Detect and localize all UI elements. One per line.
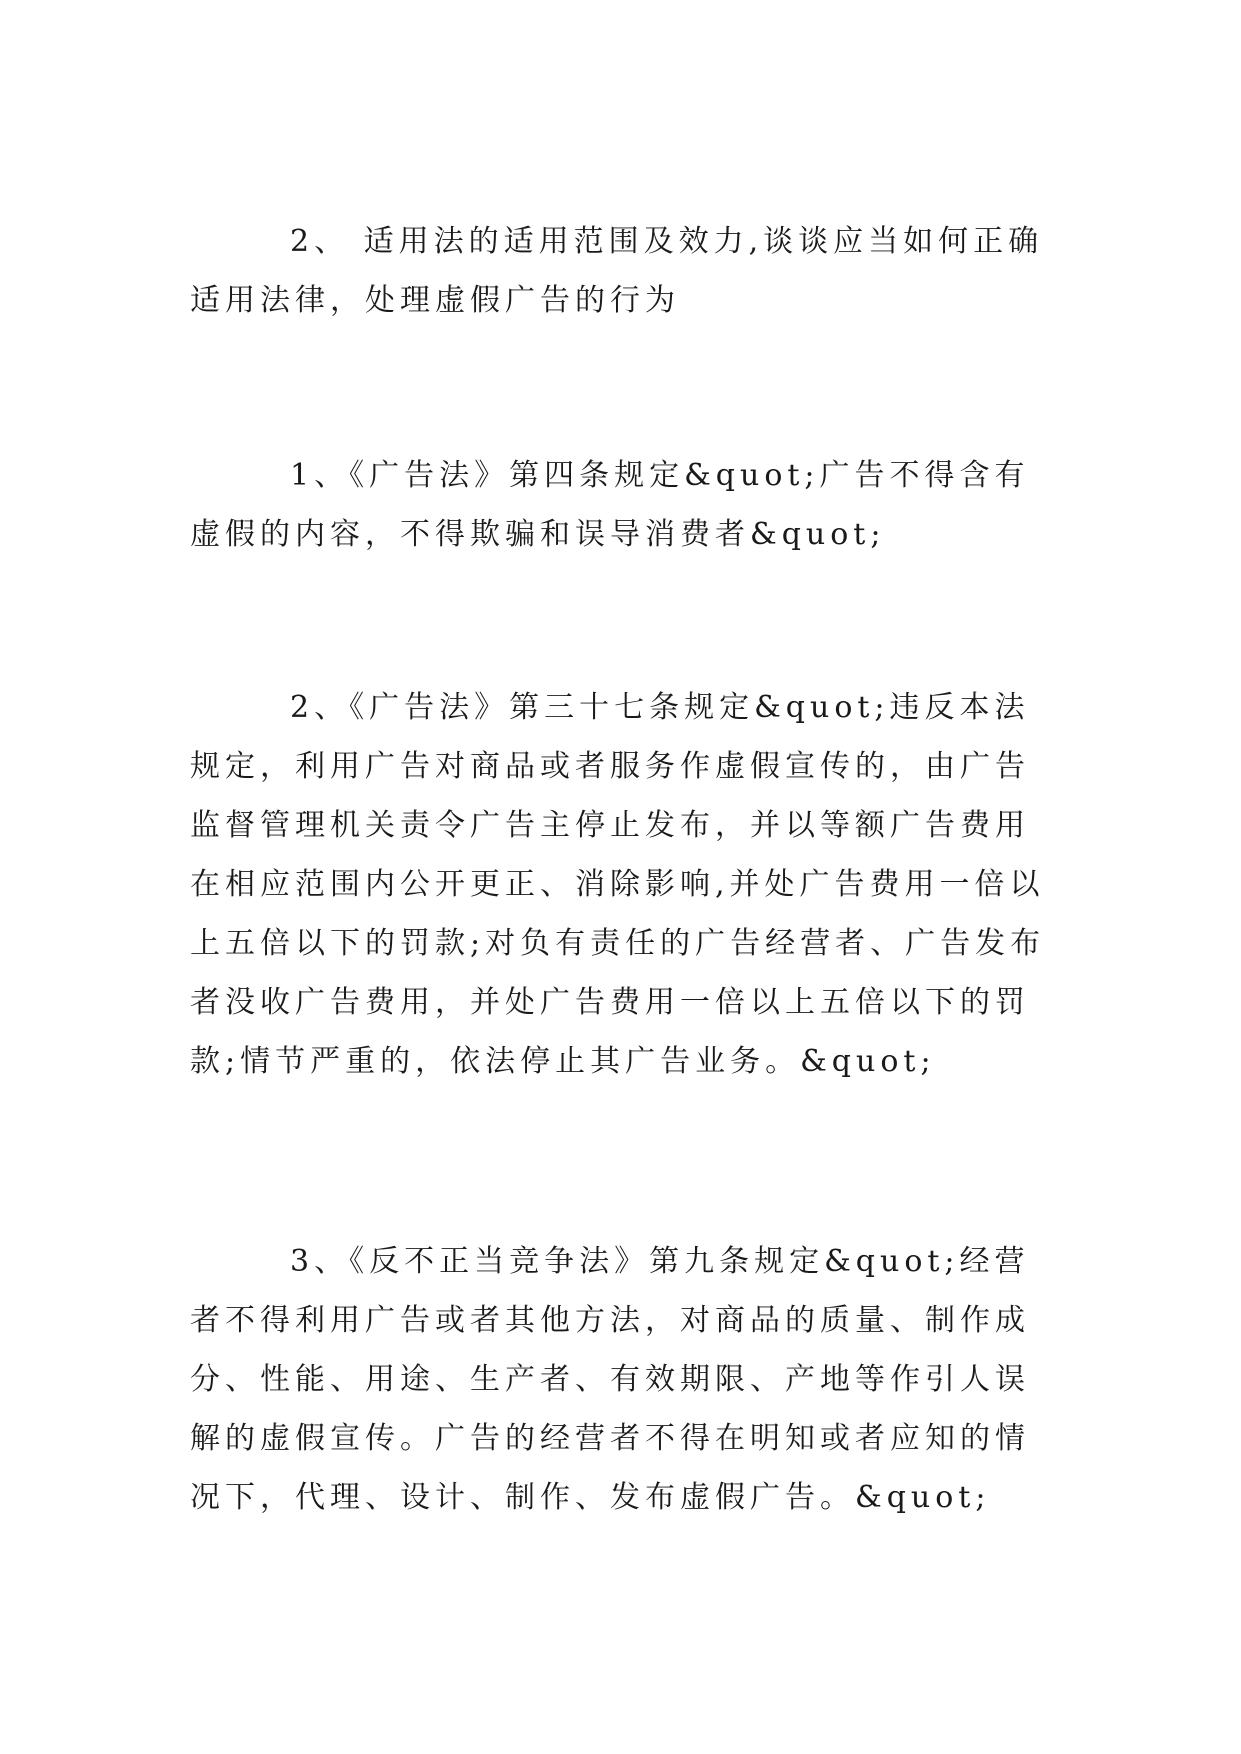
paragraph-advertising-law-article-37: 2、《广告法》第三十七条规定&quot;违反本法规定，利用广告对商品或者服务作虚假宣传的，由广告监督管理机关责令广告主停止发布，并以等额广告费用在相应范围内公开更正、消除影响,并处广告费用一倍以上五倍以下的罚款;对负有责任的广告经营者、广告发布者没收广告费用，并处广告费用一倍以上五倍以下的罚款;情节严重的，依法停止其广告业务。&quot; [190,690,1046,1079]
paragraph-heading: 2、 适用法的适用范围及效力,谈谈应当如何正确适用法律，处理虚假广告的行为 [190,224,1044,318]
paragraph-advertising-law-article-4: 1、《广告法》第四条规定&quot;广告不得含有虚假的内容，不得欺骗和误导消费者&quot; [190,458,1030,552]
paragraph-unfair-competition-law-article-9: 3、《反不正当竞争法》第九条规定&quot;经营者不得利用广告或者其他方法，对商品的质量、制作成分、性能、用途、生产者、有效期限、产地等作引人误解的虚假宣传。广告的经营者不得在明知或者应知的情况下，代理、设计、制作、发布虚假广告。&quot; [190,1244,1030,1515]
